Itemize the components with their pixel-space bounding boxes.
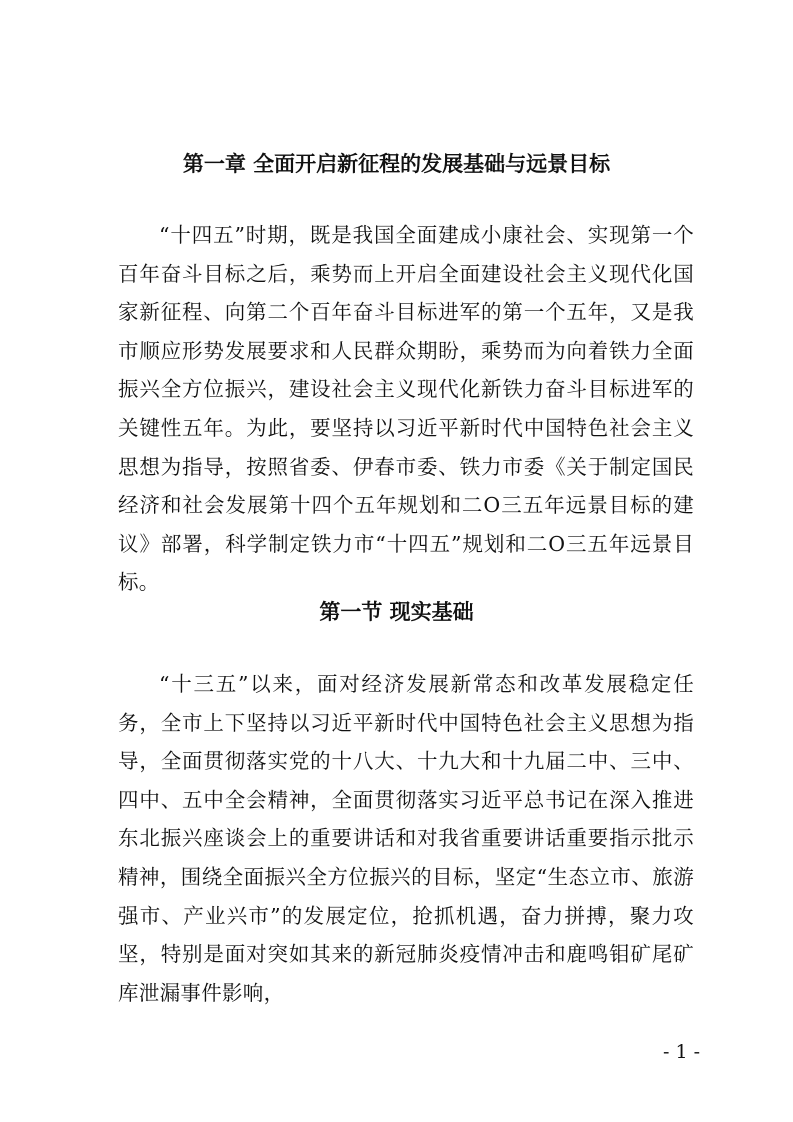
page-number: - 1 - [662,1041,700,1063]
intro-paragraph: “十四五”时期，既是我国全面建成小康社会、实现第一个百年奋斗目标之后，乘势而上开启全面建设社会主义现代化国家新征程、向第二个百年奋斗目标进军的第一个五年，又是我市顺应形势发展要求和人民群众期盼，乘势而为向着铁力全面振兴全方位振兴，建设社会主义现代化新铁力奋斗目标进军的关键性五年。为此，要坚持以习近平新时代中国特色社会主义思想为指导，按照省委、伊春市委、铁力市委《关于制定国民经济和社会发展第十四个五年规划和二O三五年远景目标的建议》部署，科学制定铁力市“十四五”规划和二O三五年远景目标。 [118,223,694,595]
section-paragraph: “十三五”以来，面对经济发展新常态和改革发展稳定任务，全市上下坚持以习近平新时代中国特色社会主义思想为指导，全面贯彻落实党的十八大、十九大和十九届二中、三中、四中、五中全会精神，全面贯彻落实习近平总书记在深入推进东北振兴座谈会上的重要讲话和对我省重要讲话重要指示批示精神，围绕全面振兴全方位振兴的目标，坚定“生态立市、旅游强市、产业兴市”的发展定位，抢抓机遇，奋力拼搏，聚力攻坚，特别是面对突如其来的新冠肺炎疫情冲击和鹿鸣钼矿尾矿库泄漏事件影响， [118,672,694,1005]
section-title: 第一节 现实基础 [319,599,474,624]
chapter-title: 第一章 全面开启新征程的发展基础与远景目标 [182,152,611,176]
